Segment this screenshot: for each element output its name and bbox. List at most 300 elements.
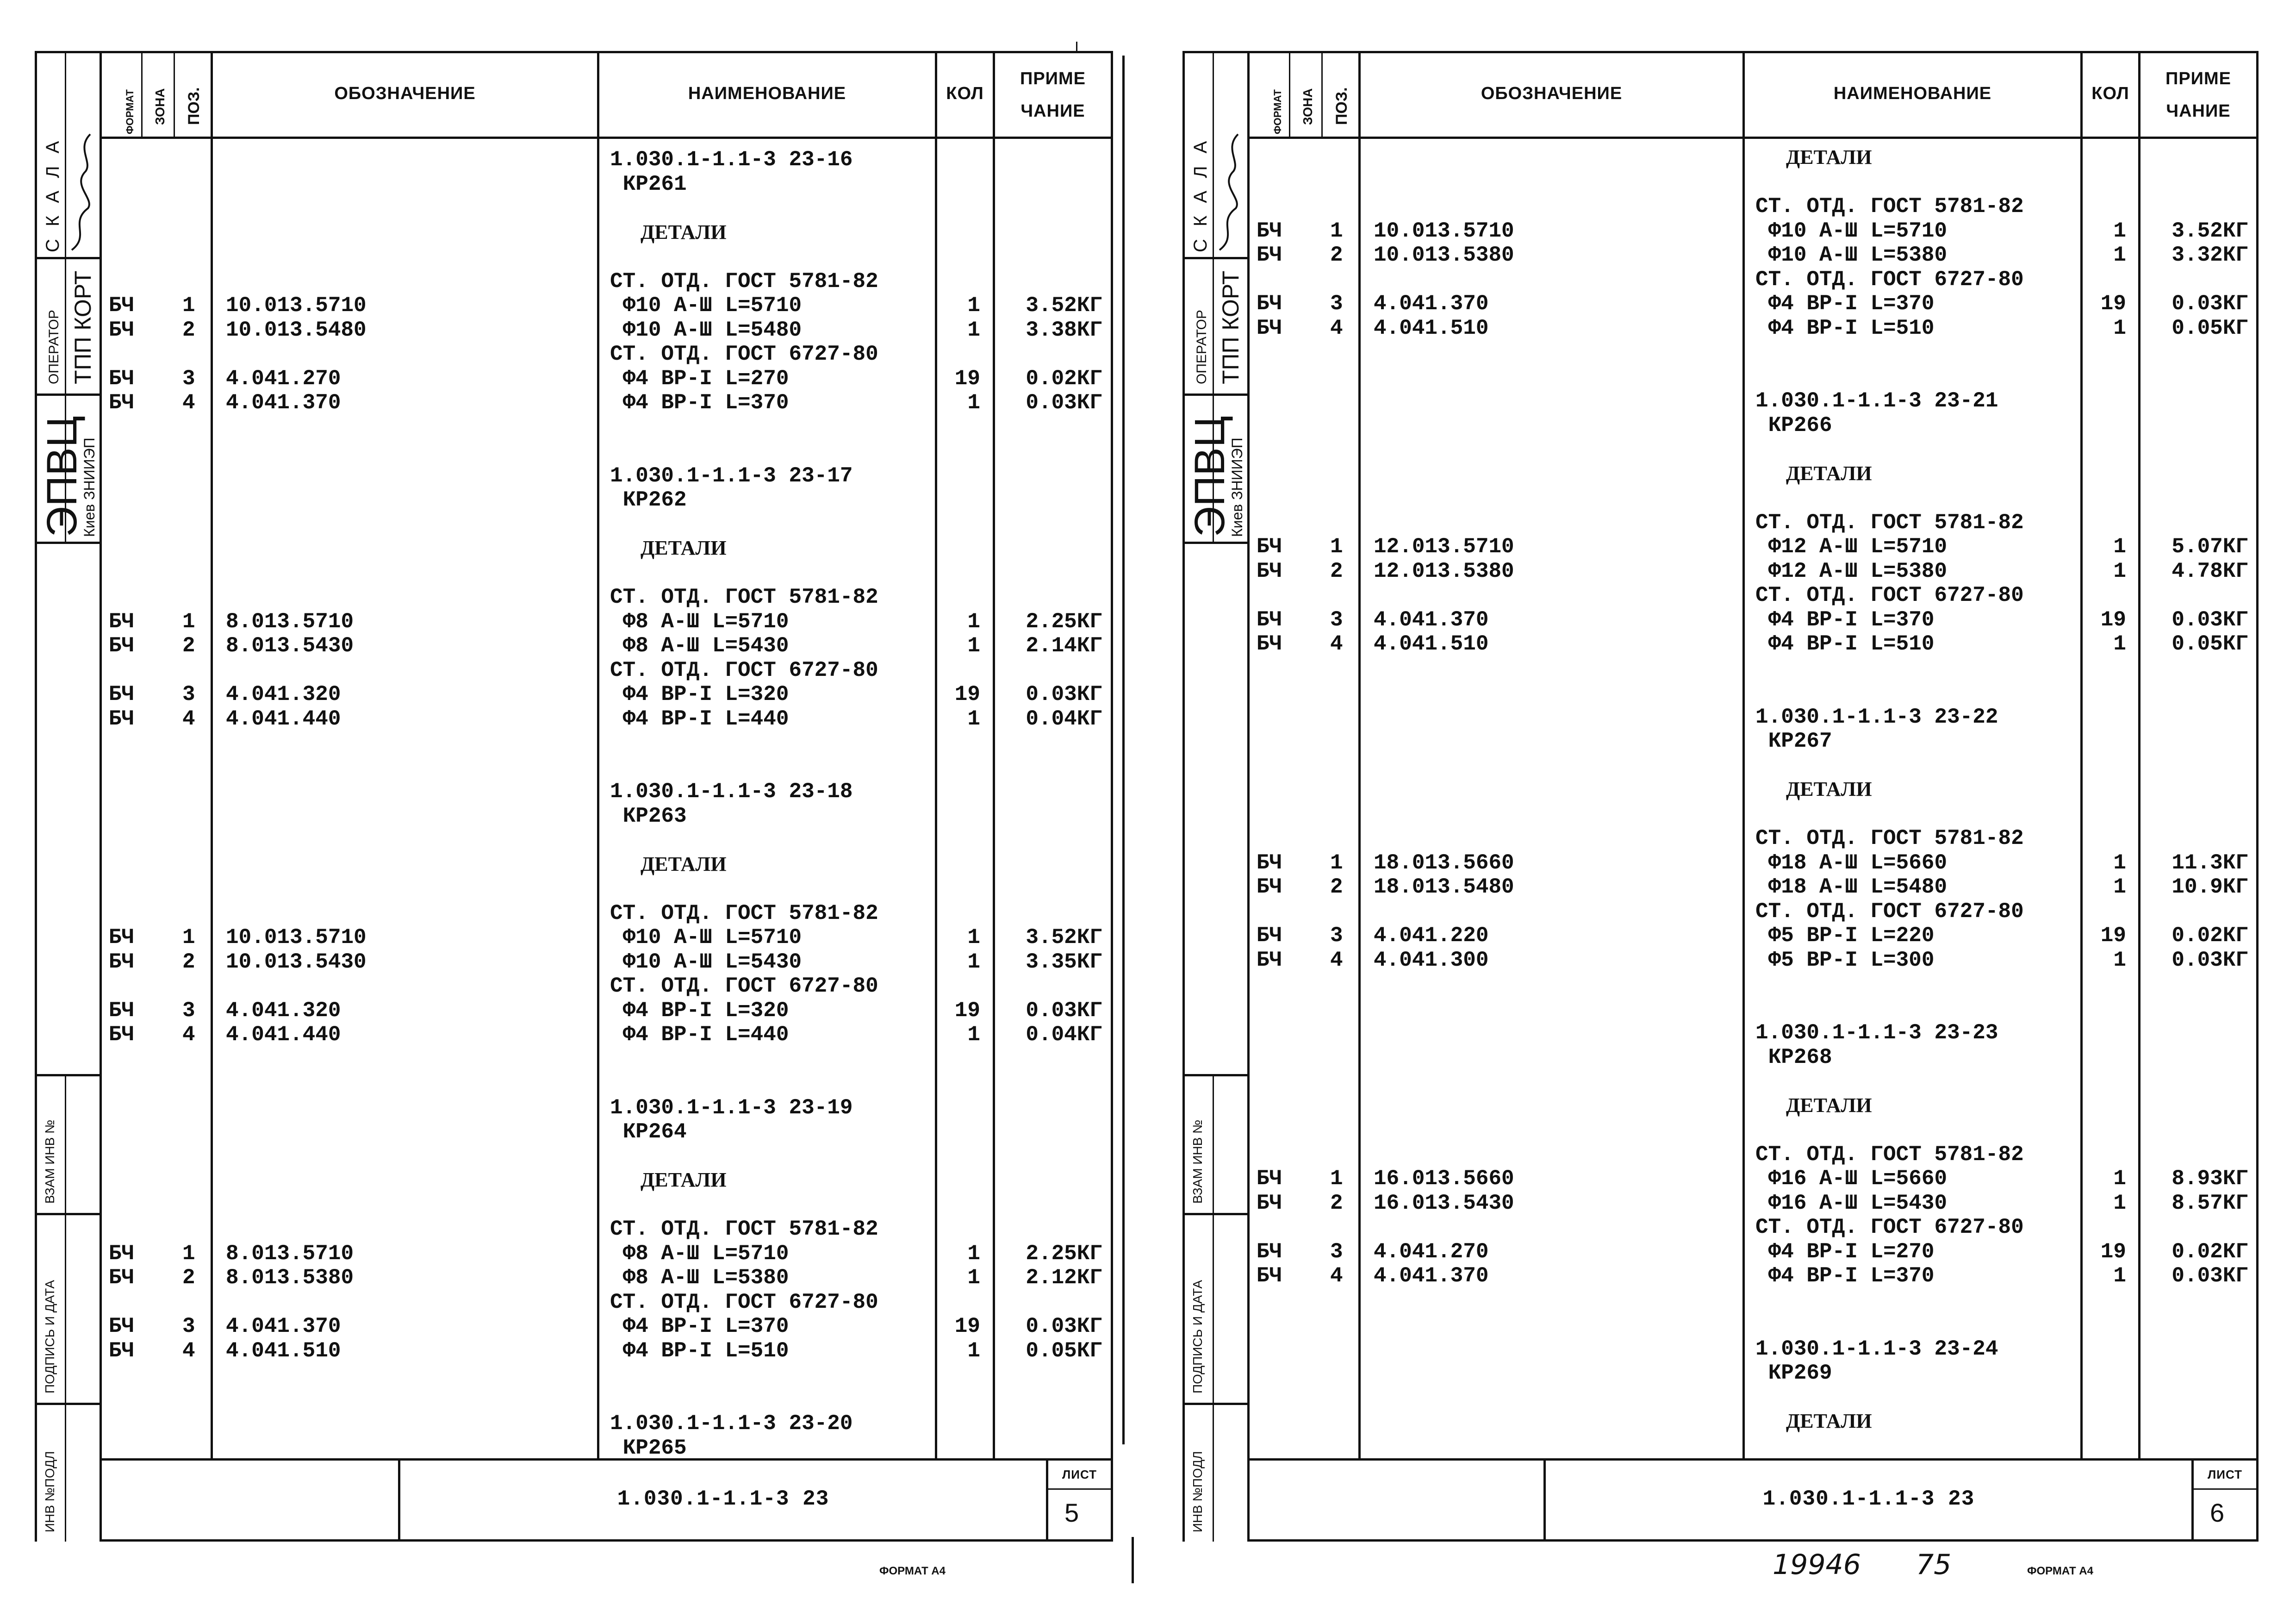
designation-cell: 10.013.5710 xyxy=(226,294,367,318)
header-qty: КОЛ xyxy=(946,84,984,103)
table-row xyxy=(1148,1193,2296,1217)
table-row xyxy=(1148,609,2296,633)
table-row xyxy=(1148,561,2296,585)
table-row xyxy=(0,538,1148,562)
pos-cell: 4 xyxy=(182,391,195,415)
note-cell: 0.03КГ xyxy=(2172,292,2248,316)
note-cell: 3.52КГ xyxy=(1026,925,1102,949)
format-cell: БЧ xyxy=(1257,875,1282,899)
header-format: ФОРМАТ xyxy=(124,89,136,134)
table-row xyxy=(1148,585,2296,609)
table-row xyxy=(1148,804,2296,828)
qty-cell: 1 xyxy=(967,318,980,342)
designation-cell: 4.041.510 xyxy=(226,1338,341,1363)
name-cell: Ф10 А-Ш L=5380 xyxy=(1755,243,1948,267)
name-cell: СТ. ОТД. ГОСТ 6727-80 xyxy=(1755,267,2024,292)
note-cell: 3.52КГ xyxy=(1026,294,1102,318)
table-row xyxy=(0,392,1148,416)
right-page xyxy=(1148,0,2296,1624)
table-row xyxy=(1148,439,2296,463)
pos-cell: 2 xyxy=(1330,875,1343,899)
table-row xyxy=(0,878,1148,902)
table-row xyxy=(1148,731,2296,755)
pos-cell: 3 xyxy=(1330,292,1343,316)
pos-cell: 3 xyxy=(182,682,195,706)
qty-cell: 1 xyxy=(2113,1167,2126,1191)
designation-cell: 4.041.440 xyxy=(226,706,341,731)
designation-cell: 4.041.270 xyxy=(1374,1239,1489,1264)
table-row xyxy=(1148,828,2296,852)
qty-cell: 1 xyxy=(967,1023,980,1047)
name-cell: Ф8 А-Ш L=5710 xyxy=(610,609,789,634)
table-row xyxy=(0,684,1148,708)
table-row xyxy=(1148,658,2296,682)
table-row xyxy=(1148,1338,2296,1362)
format-cell: БЧ xyxy=(1257,850,1282,875)
qty-cell: 1 xyxy=(2113,632,2126,656)
table-row xyxy=(0,1049,1148,1073)
table-row xyxy=(0,1437,1148,1462)
table-row xyxy=(1148,172,2296,196)
pos-cell: 2 xyxy=(182,949,195,974)
table-row xyxy=(0,1146,1148,1170)
format-cell: БЧ xyxy=(109,925,135,949)
name-cell: ДЕТАЛИ xyxy=(610,537,727,559)
note-cell: 0.05КГ xyxy=(1026,1338,1102,1363)
note-cell: 2.14КГ xyxy=(1026,634,1102,658)
name-cell: СТ. ОТД. ГОСТ 6727-80 xyxy=(610,658,878,682)
note-cell: 2.25КГ xyxy=(1026,1241,1102,1266)
table-row xyxy=(0,1121,1148,1145)
designation-cell: 8.013.5710 xyxy=(226,609,354,634)
name-cell: Ф16 А-Ш L=5430 xyxy=(1755,1191,1948,1215)
stamp-vzam-right: ВЗАМ ИНВ № xyxy=(1190,1119,1205,1204)
note-cell: 0.02КГ xyxy=(2172,924,2248,948)
table-row xyxy=(1148,1022,2296,1046)
qty-cell: 1 xyxy=(2113,948,2126,972)
table-row xyxy=(0,903,1148,927)
name-cell: Ф5 ВР-I L=220 xyxy=(1755,924,1935,948)
table-row xyxy=(0,781,1148,805)
name-cell: КР262 xyxy=(610,488,687,512)
table-row xyxy=(1148,1071,2296,1095)
header-note-1: ПРИМЕ xyxy=(1020,69,1086,88)
table-row xyxy=(0,295,1148,319)
note-cell: 11.3КГ xyxy=(2172,850,2248,875)
name-cell: ДЕТАЛИ xyxy=(1755,778,1872,800)
name-cell: КР265 xyxy=(610,1436,687,1460)
pos-cell: 4 xyxy=(1330,316,1343,340)
pos-cell: 3 xyxy=(1330,1239,1343,1264)
table-row xyxy=(0,660,1148,684)
name-cell: СТ. ОТД. ГОСТ 5781-82 xyxy=(610,901,878,925)
designation-cell: 12.013.5710 xyxy=(1374,535,1514,559)
name-cell: СТ. ОТД. ГОСТ 5781-82 xyxy=(610,585,878,609)
name-cell: КР267 xyxy=(1755,729,1832,753)
left-doc-code: 1.030.1-1.1-3 23 xyxy=(617,1487,829,1511)
header-name: НАИМЕНОВАНИЕ xyxy=(688,84,846,103)
designation-cell: 4.041.370 xyxy=(1374,1264,1489,1288)
designation-cell: 10.013.5480 xyxy=(226,318,367,342)
pos-cell: 1 xyxy=(1330,535,1343,559)
pos-cell: 2 xyxy=(182,1266,195,1290)
table-row xyxy=(1148,1119,2296,1143)
designation-cell: 4.041.320 xyxy=(226,682,341,706)
format-cell: БЧ xyxy=(1257,219,1282,243)
left-sheet-number: 5 xyxy=(1064,1498,1079,1527)
table-row xyxy=(1148,682,2296,706)
designation-cell: 4.041.300 xyxy=(1374,948,1489,972)
stamp-epvc: ЭПВЦ xyxy=(38,416,86,537)
designation-cell: 4.041.370 xyxy=(1374,607,1489,632)
designation-cell: 10.013.5380 xyxy=(1374,243,1514,267)
designation-cell: 10.013.5430 xyxy=(226,949,367,974)
table-row xyxy=(1148,244,2296,269)
qty-cell: 1 xyxy=(967,925,980,949)
name-cell: КР261 xyxy=(610,172,687,196)
table-row xyxy=(1148,974,2296,998)
table-row xyxy=(1148,415,2296,439)
name-cell: Ф16 А-Ш L=5660 xyxy=(1755,1167,1948,1191)
name-cell: КР263 xyxy=(610,804,687,828)
table-row xyxy=(0,1073,1148,1097)
pos-cell: 3 xyxy=(182,366,195,391)
note-cell: 3.38КГ xyxy=(1026,318,1102,342)
stamp-tpp-right: ТПП КОРТ xyxy=(1218,270,1244,384)
format-cell: БЧ xyxy=(109,366,135,391)
note-cell: 0.05КГ xyxy=(2172,316,2248,340)
pos-cell: 2 xyxy=(182,318,195,342)
table-row xyxy=(0,344,1148,368)
format-cell: БЧ xyxy=(109,949,135,974)
note-cell: 3.52КГ xyxy=(2172,219,2248,243)
name-cell: Ф4 ВР-I L=370 xyxy=(610,1314,789,1338)
table-row xyxy=(1148,706,2296,731)
note-cell: 0.03КГ xyxy=(1026,998,1102,1023)
name-cell: Ф5 ВР-I L=300 xyxy=(1755,948,1935,972)
name-cell: ДЕТАЛИ xyxy=(610,220,727,244)
table-row xyxy=(1148,220,2296,244)
table-row xyxy=(0,1194,1148,1218)
name-cell: Ф4 ВР-I L=370 xyxy=(610,391,789,415)
stamp-skala: С К А Л А xyxy=(43,137,63,252)
table-row xyxy=(0,708,1148,732)
stamp-skala-right: С К А Л А xyxy=(1190,137,1211,252)
table-row xyxy=(1148,269,2296,293)
pos-cell: 2 xyxy=(182,634,195,658)
designation-cell: 4.041.370 xyxy=(226,391,341,415)
name-cell: Ф4 ВР-I L=320 xyxy=(610,998,789,1023)
table-row xyxy=(0,611,1148,635)
format-cell: БЧ xyxy=(1257,1167,1282,1191)
name-cell: 1.030.1-1.1-3 23-16 xyxy=(610,148,853,172)
name-cell: Ф4 ВР-I L=270 xyxy=(610,366,789,391)
name-cell: ДЕТАЛИ xyxy=(1755,1093,1872,1117)
format-cell: БЧ xyxy=(1257,607,1282,632)
name-cell: Ф10 А-Ш L=5710 xyxy=(1755,219,1948,243)
table-row xyxy=(0,271,1148,295)
table-row xyxy=(1148,876,2296,900)
pos-cell: 3 xyxy=(1330,607,1343,632)
format-cell: БЧ xyxy=(109,1241,135,1266)
name-cell: СТ. ОТД. ГОСТ 6727-80 xyxy=(1755,583,2024,607)
qty-cell: 1 xyxy=(2113,1191,2126,1215)
format-cell: БЧ xyxy=(109,294,135,318)
left-table-body xyxy=(0,148,1148,1460)
table-row xyxy=(0,1292,1148,1316)
qty-cell: 1 xyxy=(2113,243,2126,267)
name-cell: СТ. ОТД. ГОСТ 6727-80 xyxy=(1755,899,2024,924)
table-row xyxy=(0,1000,1148,1024)
name-cell: СТ. ОТД. ГОСТ 6727-80 xyxy=(1755,1215,2024,1239)
name-cell: Ф12 А-Ш L=5380 xyxy=(1755,559,1948,583)
table-row xyxy=(0,1024,1148,1048)
pos-cell: 4 xyxy=(1330,632,1343,656)
pos-cell: 2 xyxy=(1330,559,1343,583)
name-cell: СТ. ОТД. ГОСТ 5781-82 xyxy=(1755,1142,2024,1167)
table-row xyxy=(0,1097,1148,1121)
table-row xyxy=(1148,147,2296,171)
note-cell: 0.03КГ xyxy=(1026,391,1102,415)
name-cell: 1.030.1-1.1-3 23-20 xyxy=(610,1412,853,1436)
note-cell: 8.93КГ xyxy=(2172,1167,2248,1191)
qty-cell: 1 xyxy=(967,609,980,634)
name-cell: СТ. ОТД. ГОСТ 6727-80 xyxy=(610,974,878,998)
note-cell: 3.35КГ xyxy=(1026,949,1102,974)
qty-cell: 1 xyxy=(967,391,980,415)
table-row xyxy=(0,1170,1148,1194)
table-row xyxy=(1148,1387,2296,1411)
qty-cell: 19 xyxy=(954,682,980,706)
designation-cell: 4.041.510 xyxy=(1374,632,1489,656)
name-cell: СТ. ОТД. ГОСТ 5781-82 xyxy=(1755,826,2024,850)
name-cell: СТ. ОТД. ГОСТ 5781-82 xyxy=(610,1217,878,1241)
right-table-body xyxy=(1148,147,2296,1453)
format-cell: БЧ xyxy=(1257,924,1282,948)
stamp-kiev-right: Киев ЗНИИЭП xyxy=(1229,437,1245,537)
name-cell: Ф4 ВР-I L=510 xyxy=(1755,632,1935,656)
table-row xyxy=(0,514,1148,538)
stamp-inv-right: ИНВ №ПОДЛ xyxy=(1190,1451,1205,1532)
table-row xyxy=(1148,293,2296,317)
designation-cell: 4.041.270 xyxy=(226,366,341,391)
format-cell: БЧ xyxy=(1257,1191,1282,1215)
header-pos: ПОЗ. xyxy=(1333,87,1350,125)
table-row xyxy=(1148,1217,2296,1241)
note-cell: 0.04КГ xyxy=(1026,1023,1102,1047)
table-row xyxy=(1148,390,2296,414)
name-cell: Ф10 А-Ш L=5710 xyxy=(610,294,802,318)
table-row xyxy=(0,1316,1148,1340)
pos-cell: 4 xyxy=(182,706,195,731)
designation-cell: 16.013.5660 xyxy=(1374,1167,1514,1191)
note-cell: 4.78КГ xyxy=(2172,559,2248,583)
table-row xyxy=(0,927,1148,951)
table-row xyxy=(0,1218,1148,1243)
name-cell: 1.030.1-1.1-3 23-19 xyxy=(610,1095,853,1120)
table-row xyxy=(1148,366,2296,390)
stamp-podpis: ПОДПИСЬ И ДАТА xyxy=(43,1280,57,1393)
table-row xyxy=(0,1413,1148,1437)
qty-cell: 1 xyxy=(2113,219,2126,243)
designation-cell: 4.041.440 xyxy=(226,1023,341,1047)
name-cell: 1.030.1-1.1-3 23-23 xyxy=(1755,1021,1998,1045)
note-cell: 0.05КГ xyxy=(2172,632,2248,656)
note-cell: 2.25КГ xyxy=(1026,609,1102,634)
table-row xyxy=(0,854,1148,878)
designation-cell: 18.013.5480 xyxy=(1374,875,1514,899)
table-row xyxy=(0,951,1148,975)
format-cell: БЧ xyxy=(109,682,135,706)
table-row xyxy=(0,465,1148,489)
qty-cell: 1 xyxy=(2113,850,2126,875)
right-sheet-label: ЛИСТ xyxy=(2208,1467,2242,1481)
qty-cell: 1 xyxy=(2113,1264,2126,1288)
name-cell: ДЕТАЛИ xyxy=(610,1168,727,1191)
name-cell: Ф4 ВР-I L=370 xyxy=(1755,1264,1935,1288)
table-row xyxy=(0,1364,1148,1388)
qty-cell: 1 xyxy=(967,706,980,731)
table-row xyxy=(0,417,1148,441)
format-cell: БЧ xyxy=(109,1266,135,1290)
qty-cell: 1 xyxy=(2113,875,2126,899)
pos-cell: 4 xyxy=(1330,1264,1343,1288)
name-cell: Ф8 А-Ш L=5710 xyxy=(610,1241,789,1266)
qty-cell: 1 xyxy=(2113,316,2126,340)
name-cell: Ф4 ВР-I L=270 xyxy=(1755,1239,1935,1264)
note-cell: 0.03КГ xyxy=(1026,1314,1102,1338)
format-cell: БЧ xyxy=(1257,559,1282,583)
format-cell: БЧ xyxy=(109,391,135,415)
name-cell: КР268 xyxy=(1755,1045,1832,1069)
pos-cell: 1 xyxy=(182,1241,195,1266)
name-cell: 1.030.1-1.1-3 23-18 xyxy=(610,780,853,804)
qty-cell: 1 xyxy=(967,1266,980,1290)
format-cell: БЧ xyxy=(109,634,135,658)
pos-cell: 1 xyxy=(182,609,195,634)
table-row xyxy=(1148,755,2296,779)
left-sheet-label: ЛИСТ xyxy=(1062,1467,1097,1481)
pos-cell: 4 xyxy=(182,1023,195,1047)
name-cell: КР266 xyxy=(1755,413,1832,437)
table-row xyxy=(1148,633,2296,657)
table-row xyxy=(1148,1047,2296,1071)
designation-cell: 16.013.5430 xyxy=(1374,1191,1514,1215)
name-cell: Ф4 ВР-I L=320 xyxy=(610,682,789,706)
note-cell: 0.02КГ xyxy=(1026,366,1102,391)
note-cell: 3.32КГ xyxy=(2172,243,2248,267)
designation-cell: 8.013.5430 xyxy=(226,634,354,658)
designation-cell: 4.041.220 xyxy=(1374,924,1489,948)
name-cell: Ф4 ВР-I L=370 xyxy=(1755,607,1935,632)
header-note-2: ЧАНИЕ xyxy=(2166,101,2231,121)
name-cell: Ф18 А-Ш L=5660 xyxy=(1755,850,1948,875)
designation-cell: 8.013.5710 xyxy=(226,1241,354,1266)
table-row xyxy=(0,1340,1148,1364)
table-row xyxy=(0,246,1148,270)
name-cell: КР269 xyxy=(1755,1361,1832,1385)
table-row xyxy=(1148,1411,2296,1435)
name-cell: Ф4 ВР-I L=370 xyxy=(1755,292,1935,316)
table-row xyxy=(1148,1144,2296,1168)
qty-cell: 1 xyxy=(2113,559,2126,583)
table-row xyxy=(1148,1314,2296,1338)
name-cell: Ф10 А-Ш L=5430 xyxy=(610,949,802,974)
format-cell: БЧ xyxy=(109,1314,135,1338)
stamp-podpis-right: ПОДПИСЬ И ДАТА xyxy=(1190,1280,1205,1393)
table-row xyxy=(1148,1265,2296,1289)
stamp-kiev: Киев ЗНИИЭП xyxy=(81,437,98,537)
qty-cell: 1 xyxy=(967,294,980,318)
header-format: ФОРМАТ xyxy=(1272,89,1283,134)
note-cell: 0.03КГ xyxy=(2172,1264,2248,1288)
header-designation: ОБОЗНАЧЕНИЕ xyxy=(1481,84,1623,103)
name-cell: 1.030.1-1.1-3 23-17 xyxy=(610,463,853,488)
designation-cell: 4.041.510 xyxy=(1374,316,1489,340)
table-row xyxy=(1148,342,2296,366)
name-cell: 1.030.1-1.1-3 23-24 xyxy=(1755,1337,1998,1361)
right-sheet-number: 6 xyxy=(2210,1498,2225,1527)
table-row xyxy=(1148,852,2296,876)
stamp-tpp: ТПП КОРТ xyxy=(70,270,96,384)
pos-cell: 4 xyxy=(1330,948,1343,972)
table-row xyxy=(1148,512,2296,536)
designation-cell: 10.013.5710 xyxy=(1374,219,1514,243)
right-format-label: ФОРМАТ А4 xyxy=(2027,1565,2093,1577)
stamp-operator: ОПЕРАТОР xyxy=(46,310,62,384)
name-cell: Ф8 А-Ш L=5380 xyxy=(610,1266,789,1290)
name-cell: 1.030.1-1.1-3 23-21 xyxy=(1755,389,1998,413)
qty-cell: 19 xyxy=(2100,607,2126,632)
name-cell: Ф4 ВР-I L=510 xyxy=(610,1338,789,1363)
qty-cell: 19 xyxy=(954,1314,980,1338)
name-cell: Ф12 А-Ш L=5710 xyxy=(1755,535,1948,559)
handwritten-number-2: 75 xyxy=(1916,1549,1952,1581)
note-cell: 0.04КГ xyxy=(1026,706,1102,731)
stamp-operator-right: ОПЕРАТОР xyxy=(1194,310,1209,384)
table-row xyxy=(0,489,1148,513)
name-cell: СТ. ОТД. ГОСТ 6727-80 xyxy=(610,1290,878,1314)
table-row xyxy=(1148,196,2296,220)
table-row xyxy=(0,319,1148,344)
name-cell: Ф8 А-Ш L=5430 xyxy=(610,634,789,658)
table-row xyxy=(0,562,1148,587)
format-cell: БЧ xyxy=(109,1338,135,1363)
name-cell: СТ. ОТД. ГОСТ 5781-82 xyxy=(1755,510,2024,535)
table-row xyxy=(0,1267,1148,1291)
designation-cell: 10.013.5710 xyxy=(226,925,367,949)
pos-cell: 1 xyxy=(182,925,195,949)
table-row xyxy=(1148,901,2296,925)
name-cell: КР264 xyxy=(610,1120,687,1144)
header-zone: ЗОНА xyxy=(153,88,167,125)
designation-cell: 12.013.5380 xyxy=(1374,559,1514,583)
table-row xyxy=(0,757,1148,781)
table-row xyxy=(1148,463,2296,487)
qty-cell: 1 xyxy=(967,1241,980,1266)
qty-cell: 1 xyxy=(967,949,980,974)
format-cell: БЧ xyxy=(1257,632,1282,656)
format-cell: БЧ xyxy=(1257,1239,1282,1264)
right-doc-code: 1.030.1-1.1-3 23 xyxy=(1762,1487,1975,1511)
name-cell: ДЕТАЛИ xyxy=(1755,462,1872,485)
format-cell: БЧ xyxy=(1257,292,1282,316)
pos-cell: 4 xyxy=(182,1338,195,1363)
table-row xyxy=(0,830,1148,854)
name-cell: СТ. ОТД. ГОСТ 6727-80 xyxy=(610,342,878,366)
table-row xyxy=(1148,536,2296,560)
table-row xyxy=(1148,487,2296,512)
